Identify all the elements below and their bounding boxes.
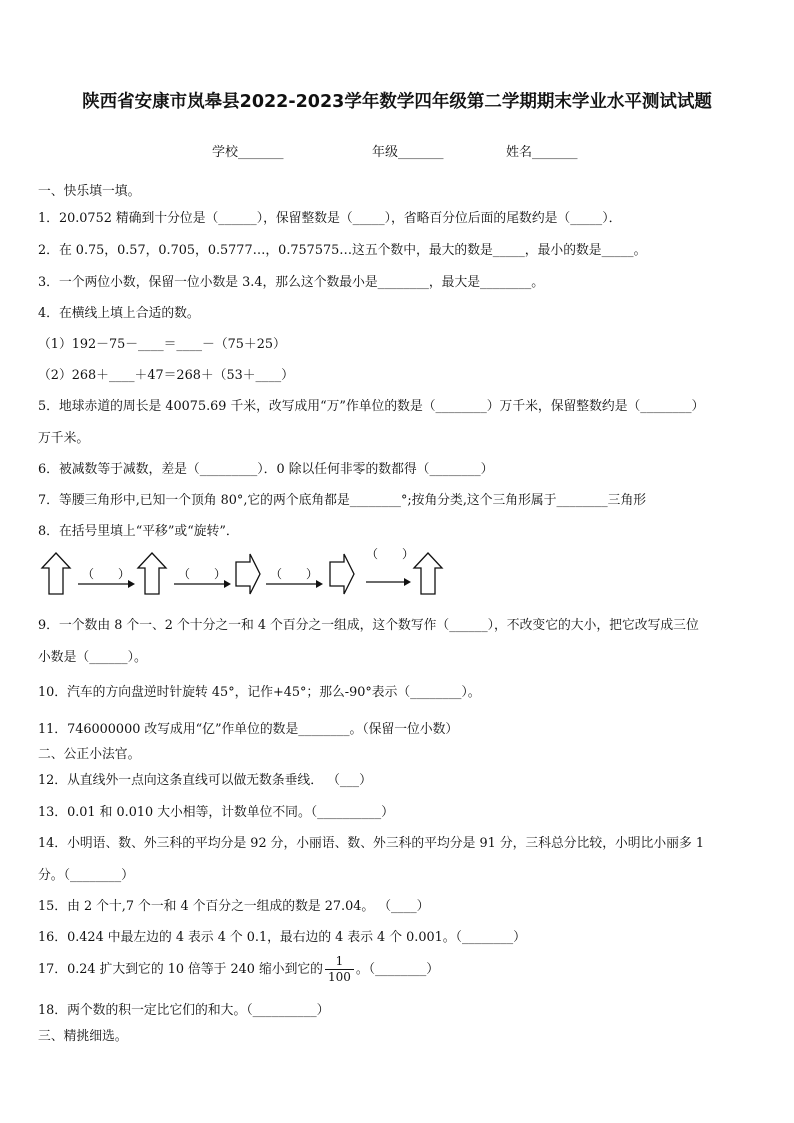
question-8: 8．在括号里填上“平移”或“旋转”． <box>38 524 239 539</box>
question-5-continued: 万千米。 <box>38 431 90 446</box>
fraction <box>325 954 354 985</box>
blank-paren-1: （ ） <box>82 567 131 581</box>
question-17 <box>38 954 439 985</box>
question-14: 14．小明语、数、外三科的平均分是 92 分，小丽语、数、外三科的平均分是 91 分，三科总分比较，小明比小丽多 1 <box>38 836 704 851</box>
question-4-part-2: （2）268＋____＋47＝268＋（53＋____） <box>38 368 294 383</box>
question-15: 15．由 2 个十,7 个一和 4 个百分之一组成的数是 27.04。 （____） <box>38 899 430 914</box>
arrow-head-1 <box>128 580 135 588</box>
question-9-continued: 小数是（______）。 <box>38 650 147 665</box>
blank-paren-2: （ ） <box>178 567 227 581</box>
question-12: 12．从直线外一点向这条直线可以做无数条垂线． （___） <box>38 773 372 788</box>
blank-paren-3: （ ） <box>270 567 319 581</box>
question-17-text: 17．0.24 扩大到它的 10 倍等于 240 缩小到它的 <box>38 962 323 977</box>
school-field: 学校_______ <box>212 145 284 160</box>
question-10: 10．汽车的方向盘逆时针旋转 45°，记作+45°；那么-90°表示（________）。 <box>38 685 481 700</box>
question-6: 6．被减数等于减数，差是（_________）．0 除以任何非零的数都得（________） <box>38 462 494 477</box>
section-1-heading: 一、快乐填一填。 <box>38 184 141 199</box>
question-1: 1．20.0752 精确到十分位是（______），保留整数是（_____），省略百分位后面的尾数约是（_____）． <box>38 211 622 226</box>
question-18: 18．两个数的积一定比它们的和大。（__________） <box>38 1003 330 1018</box>
up-arrow-shape-2 <box>138 553 166 594</box>
question-7: 7．等腰三角形中,已知一个顶角 80°,它的两个底角都是________°;按角分类,这个三角形属于________三角形 <box>38 493 647 508</box>
question-14-continued: 分。（________） <box>38 868 134 883</box>
section-3-heading: 三、精挑细选。 <box>38 1029 128 1044</box>
question-9: 9．一个数由 8 个一、2 个十分之一和 4 个百分之一组成，这个数写作（______），不改变它的大小，把它改写成三位 <box>38 618 699 633</box>
fraction-denominator: 100 <box>327 970 351 984</box>
arrow-head-4 <box>404 578 411 586</box>
arrow-head-2 <box>224 580 231 588</box>
page-title: 陕西省安康市岚皋县2022-2023学年数学四年级第二学期期末学业水平测试试题 <box>82 92 712 112</box>
right-arrow-shape-1 <box>236 554 260 594</box>
question-4-part-1: （1）192－75－____＝____－（75＋25） <box>38 337 286 352</box>
question-16: 16．0.424 中最左边的 4 表示 4 个 0.1，最右边的 4 表示 4 个 0.001。（________） <box>38 930 526 945</box>
fraction-numerator: 1 <box>325 954 354 970</box>
question-17-answer: 。（________） <box>355 962 440 977</box>
blank-paren-4: （ ） <box>366 547 415 561</box>
section-2-heading: 二、公正小法官。 <box>38 747 141 762</box>
question-4: 4．在横线上填上合适的数。 <box>38 306 200 321</box>
question-11: 11．746000000 改写成用“亿”作单位的数是________。（保留一位小数） <box>38 722 459 737</box>
up-arrow-shape-1 <box>42 553 70 594</box>
name-field: 姓名_______ <box>506 145 578 160</box>
transform-diagram <box>38 540 458 600</box>
grade-field: 年级_______ <box>372 145 444 160</box>
question-3: 3．一个两位小数，保留一位小数是 3.4，那么这个数最小是________，最大是________。 <box>38 275 545 290</box>
arrow-head-3 <box>316 580 323 588</box>
question-13: 13．0.01 和 0.010 大小相等，计数单位不同。（__________） <box>38 805 394 820</box>
question-5: 5．地球赤道的周长是 40075.69 千米，改写成用“万”作单位的数是（________）万千米，保留整数约是（________） <box>38 399 705 414</box>
up-arrow-shape-3 <box>414 553 442 594</box>
question-2: 2．在 0.75，0.57，0.705，0.5777…，0.757575…这五个数中，最大的数是_____，最小的数是_____。 <box>38 243 647 258</box>
right-arrow-shape-2 <box>330 554 354 594</box>
